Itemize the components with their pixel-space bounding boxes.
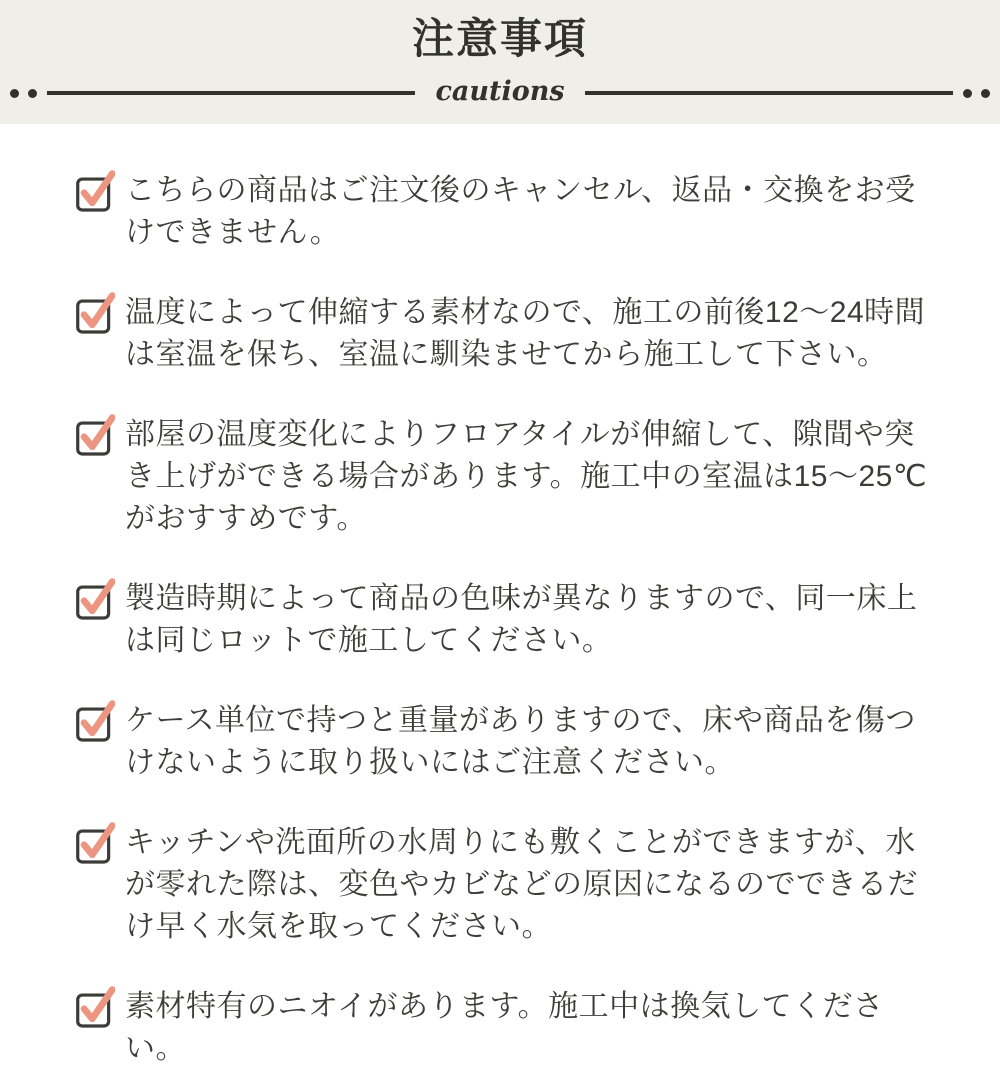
divider-dot xyxy=(28,89,37,98)
divider-line xyxy=(585,91,953,95)
page-subtitle: cautions xyxy=(435,75,565,107)
caution-item xyxy=(75,292,942,376)
caution-text: 製造時期によって商品の色味が異なりますので、同一床上は同じロットで施工してください。 xyxy=(125,582,918,657)
caution-text: 温度によって伸縮する素材なので、施工の前後12〜24時間は室温を保ち、室温に馴染ませてから施工して下さい。 xyxy=(125,296,926,371)
caution-item xyxy=(75,170,942,254)
checkbox-checked-icon xyxy=(75,287,115,337)
caution-text: キッチンや洗面所の水周りにも敷くことができますが、水が零れた際は、変色やカビなどの原因になるのでできるだけ早く水気を取ってください。 xyxy=(125,826,918,943)
cautions-header xyxy=(0,0,1000,124)
divider-line xyxy=(47,91,415,95)
divider-dot xyxy=(981,89,990,98)
cautions-list xyxy=(0,124,1000,1070)
caution-text: ケース単位で持つと重量がありますので、床や商品を傷つけないように取り扱いにはご注意ください。 xyxy=(125,704,916,779)
page-title: 注意事項 xyxy=(411,15,588,62)
caution-item xyxy=(75,986,942,1070)
checkbox-checked-icon xyxy=(75,981,115,1031)
caution-item xyxy=(75,578,942,662)
caution-text: こちらの商品はご注文後のキャンセル、返品・交換をお受けできません。 xyxy=(125,174,916,249)
checkbox-checked-icon xyxy=(75,695,115,745)
checkbox-checked-icon xyxy=(75,573,115,623)
caution-text: 部屋の温度変化によりフロアタイルが伸縮して、隙間や突き上げができる場合があります。施工中の室温は15〜25℃がおすすめです。 xyxy=(125,418,928,535)
checkbox-checked-icon xyxy=(75,817,115,867)
divider-dot xyxy=(963,89,972,98)
caution-text: 素材特有のニオイがあります。施工中は換気してください。 xyxy=(125,990,884,1065)
checkbox-checked-icon xyxy=(75,409,115,459)
checkbox-checked-icon xyxy=(75,165,115,215)
caution-item xyxy=(75,822,942,948)
divider-dot xyxy=(10,89,19,98)
caution-item xyxy=(75,700,942,784)
header-divider xyxy=(0,76,1000,110)
caution-item xyxy=(75,414,942,540)
